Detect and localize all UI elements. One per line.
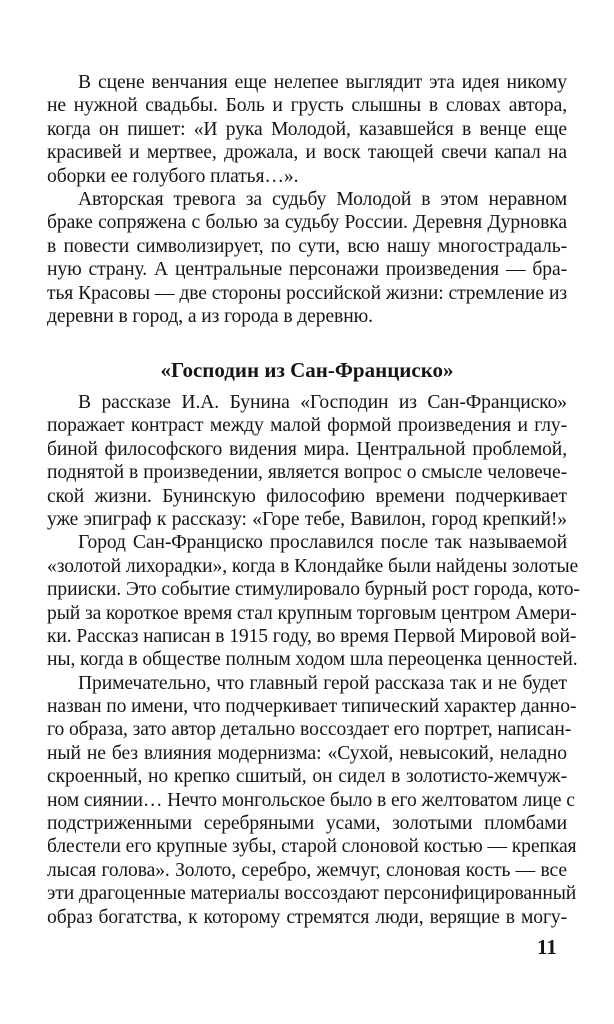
- text-line: оборки ее голубого платья…».: [47, 165, 299, 187]
- text-line: поражает контраст между малой формой произведения и глу-: [47, 415, 567, 437]
- text-line: тья Красовы — две стороны российской жизни: стремление из: [47, 282, 567, 304]
- text-line: блестели его крупные зубы, старой слоновой костью — крепкая: [47, 836, 577, 858]
- text-line: го образа, зато автор детально воссоздает его портрет, написан-: [47, 719, 572, 741]
- text-line: лысая голова». Золото, серебро, жемчуг, слоновая кость — все: [47, 859, 567, 881]
- text-line: не нужной свадьбы. Боль и грусть слышны в словах автора,: [47, 95, 567, 117]
- text-line: образ богатства, к которому стремятся люди, верящие в могу-: [47, 906, 567, 928]
- text-line: браке сопряжена с болью за судьбу России. Деревня Дурновка: [47, 212, 567, 234]
- text-line: когда он пишет: «И рука Молодой, казавшейся в венце еще: [47, 118, 567, 140]
- text-line: прииски. Это событие стимулировало бурный рост города, кото-: [47, 579, 580, 601]
- text-line: эти драгоценные материалы воссоздают персонифицированный: [47, 883, 577, 905]
- text-line: подстриженными серебряными усами, золотыми пломбами: [47, 813, 567, 835]
- text-line: ный не без влияния модернизма: «Сухой, невысокий, неладно: [47, 742, 567, 764]
- text-line: Авторская тревога за судьбу Молодой в этом неравном: [78, 188, 567, 210]
- text-line: В сцене венчания еще нелепее выглядит эта идея никому: [78, 72, 567, 93]
- text-line: красивей и мертвее, дрожала, и воск тающей свечи капал на: [47, 142, 567, 164]
- section-title: «Господин из Сан-Франциско»: [160, 358, 454, 382]
- paragraph: [47, 188, 567, 328]
- text-line: уже эпиграф к рассказу: «Горе тебе, Вавилон, город крепкий!»: [47, 508, 567, 530]
- text-line: ны, когда в обществе полным ходом шла переоценка ценностей.: [47, 649, 578, 671]
- paragraph: [47, 391, 567, 531]
- text-line: В рассказе И.А. Бунина «Господин из Сан-Франциско»: [78, 392, 567, 413]
- paragraph: [47, 531, 580, 671]
- text-line: ки. Рассказ написан в 1915 году, во время Первой Мировой вой-: [47, 625, 577, 647]
- text-line: рый за короткое время стал крупным торговым центром Амери-: [47, 602, 577, 624]
- text-line: деревни в город, а из города в деревню.: [47, 305, 373, 327]
- text-line: назван по имени, что подчеркивает типический характер данно-: [47, 696, 577, 718]
- text-block-top: [47, 71, 567, 328]
- text-line: скроенный, но крепко сшитый, он сидел в золотисто-жемчуж-: [47, 766, 567, 788]
- page-number: 11: [537, 935, 557, 959]
- text-line: «золотой лихорадки», когда в Клондайке были найдены золотые: [47, 555, 579, 577]
- text-line: ской жизни. Бунинскую философию времени подчеркивает: [47, 485, 567, 507]
- paragraph: [47, 672, 577, 929]
- text-line: ную страну. А центральные персонажи произведения — бра-: [47, 259, 567, 281]
- text-line: Примечательно, что главный герой рассказа так и не будет: [78, 672, 567, 694]
- text-block-bottom: [47, 391, 580, 929]
- text-line: поднятой в произведении, является вопрос о смысле человече-: [47, 462, 567, 484]
- text-line: Город Сан-Франциско прославился после так называемой: [78, 532, 567, 554]
- text-line: в повести символизирует, по сути, всю нашу многострадаль-: [47, 235, 567, 257]
- text-line: ном сиянии… Нечто монгольское было в его желтоватом лице с: [47, 789, 575, 811]
- paragraph: [47, 71, 567, 188]
- text-line: биной философского видения мира. Центральной проблемой,: [47, 438, 567, 460]
